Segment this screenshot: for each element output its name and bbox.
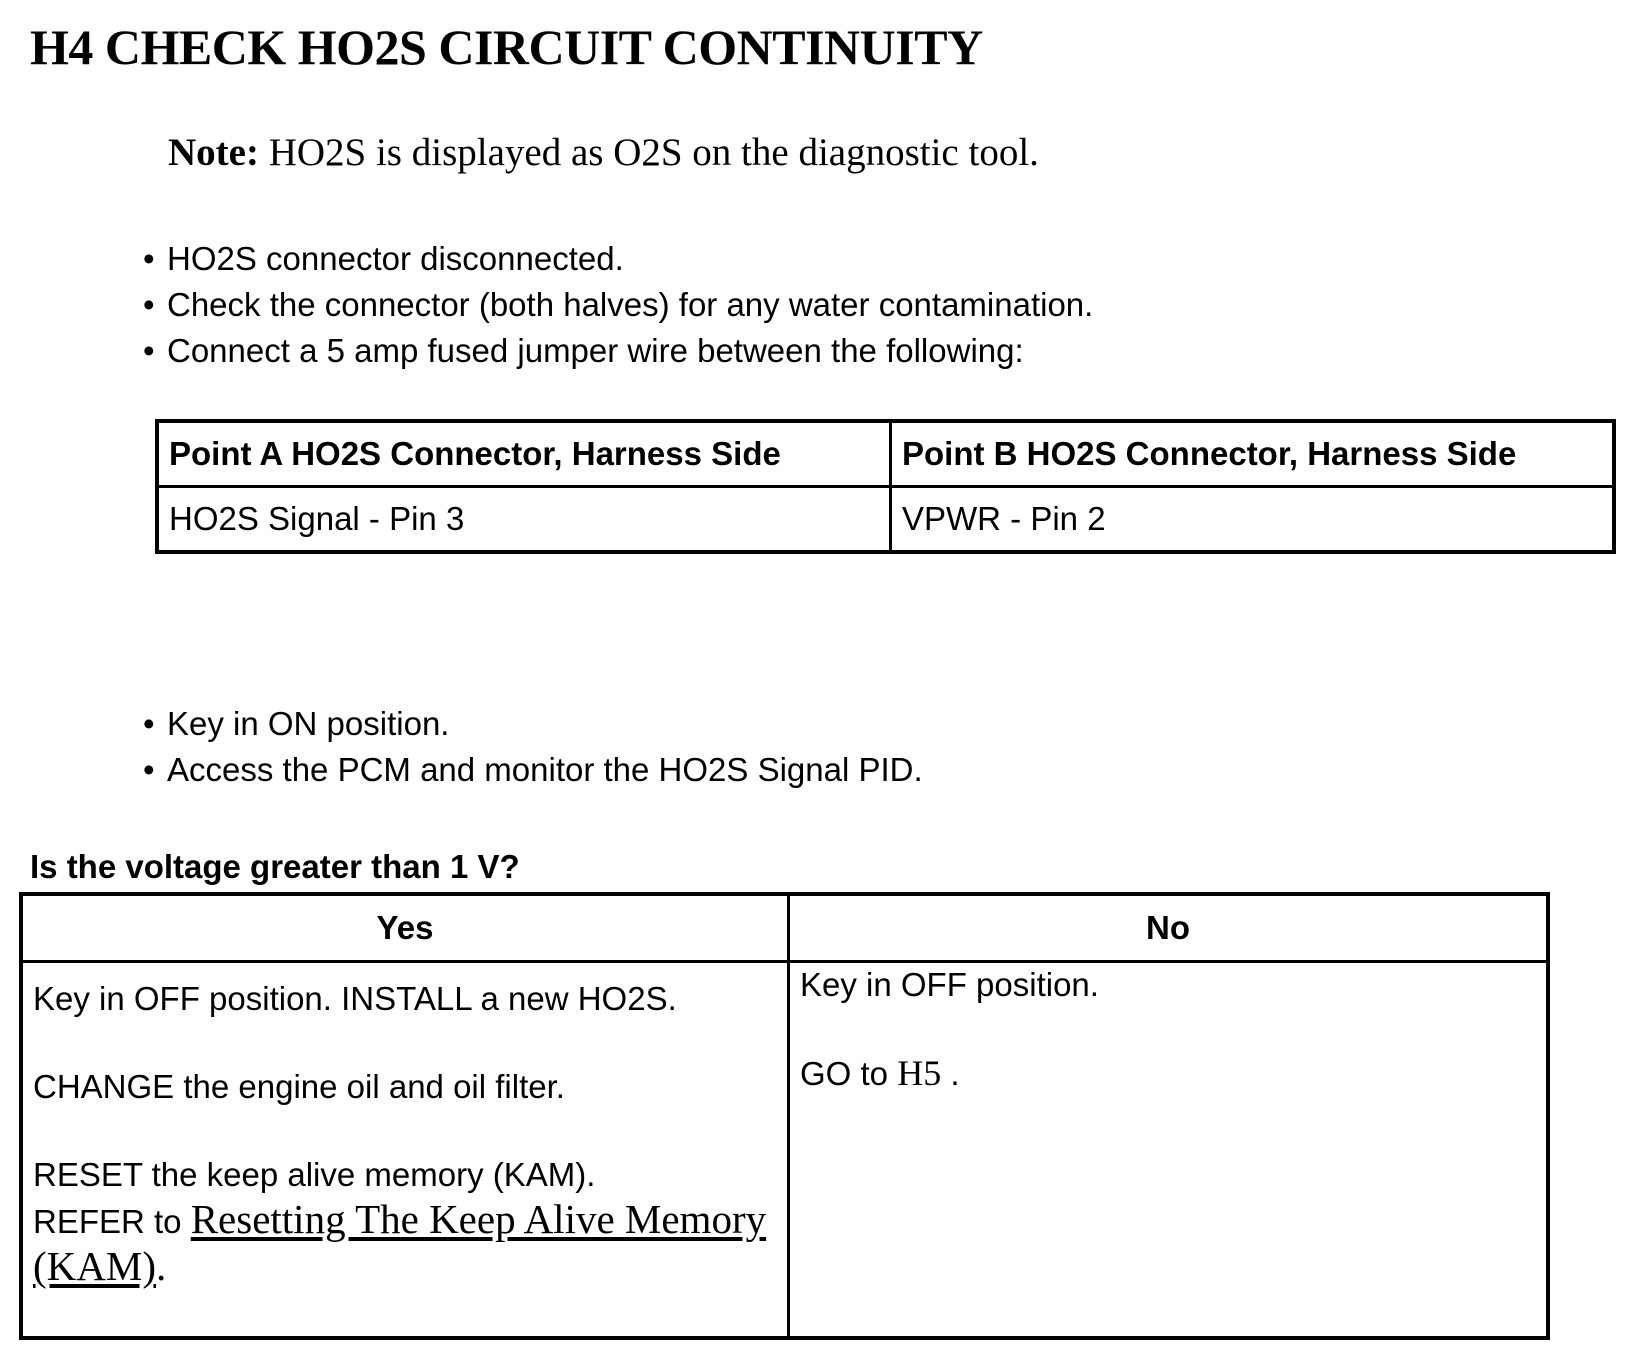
bullet-icon: • [143,705,155,742]
goto-h5-link[interactable]: H5 [897,1053,942,1093]
yes-header: Yes [21,894,789,962]
yes-line-reset: RESET the keep alive memory (KAM). [33,1156,596,1193]
list-item [143,282,1093,328]
point-b-header: Point B HO2S Connector, Harness Side [891,421,1615,487]
no-header: No [789,894,1549,962]
yes-cell [21,962,789,1338]
goto-suffix: . [941,1055,960,1092]
question: Is the voltage greater than 1 V? [30,848,520,885]
list-item [143,747,923,793]
resetting-kam-link[interactable]: Resetting The Keep Alive Memory (KAM) [33,1196,767,1289]
point-a-header: Point A HO2S Connector, Harness Side [157,421,891,487]
refer-suffix: . [155,1243,167,1289]
step-text: Connect a 5 amp fused jumper wire between the following: [167,332,1024,369]
table-header-row [157,421,1614,487]
step-text: Check the connector (both halves) for any water contamination. [167,286,1094,323]
note [168,130,1039,175]
table-header-row [21,894,1548,962]
table-row [21,962,1548,1338]
yes-line-install: Key in OFF position. INSTALL a new HO2S. [33,980,677,1017]
bullet-icon: • [143,751,155,788]
bullet-icon: • [143,332,155,369]
no-line-goto [800,1051,1536,1096]
note-text: HO2S is displayed as O2S on the diagnostic tool. [268,131,1039,174]
note-label: Note: [168,131,259,174]
point-a-cell: HO2S Signal - Pin 3 [157,487,891,553]
steps-before-list [143,236,1093,374]
page-title: H4 CHECK HO2S CIRCUIT CONTINUITY [30,19,983,75]
yes-line-oil: CHANGE the engine oil and oil filter. [33,1068,565,1105]
list-item [143,236,1093,282]
refer-prefix: REFER to [33,1203,191,1240]
goto-prefix: GO to [800,1055,898,1092]
list-item [143,328,1093,374]
list-item [143,701,923,747]
no-line-key-off: Key in OFF position. [800,966,1099,1003]
step-text: Access the PCM and monitor the HO2S Signal PID. [167,751,923,788]
point-b-cell: VPWR - Pin 2 [891,487,1615,553]
step-text: HO2S connector disconnected. [167,240,624,277]
step-text: Key in ON position. [167,705,450,742]
table-row [157,487,1614,553]
yes-line-refer [33,1197,777,1291]
bullet-icon: • [143,240,155,277]
pin-table [155,419,1616,554]
steps-after-list [143,701,923,793]
result-table [19,892,1550,1340]
bullet-icon: • [143,286,155,323]
no-cell [789,962,1549,1338]
